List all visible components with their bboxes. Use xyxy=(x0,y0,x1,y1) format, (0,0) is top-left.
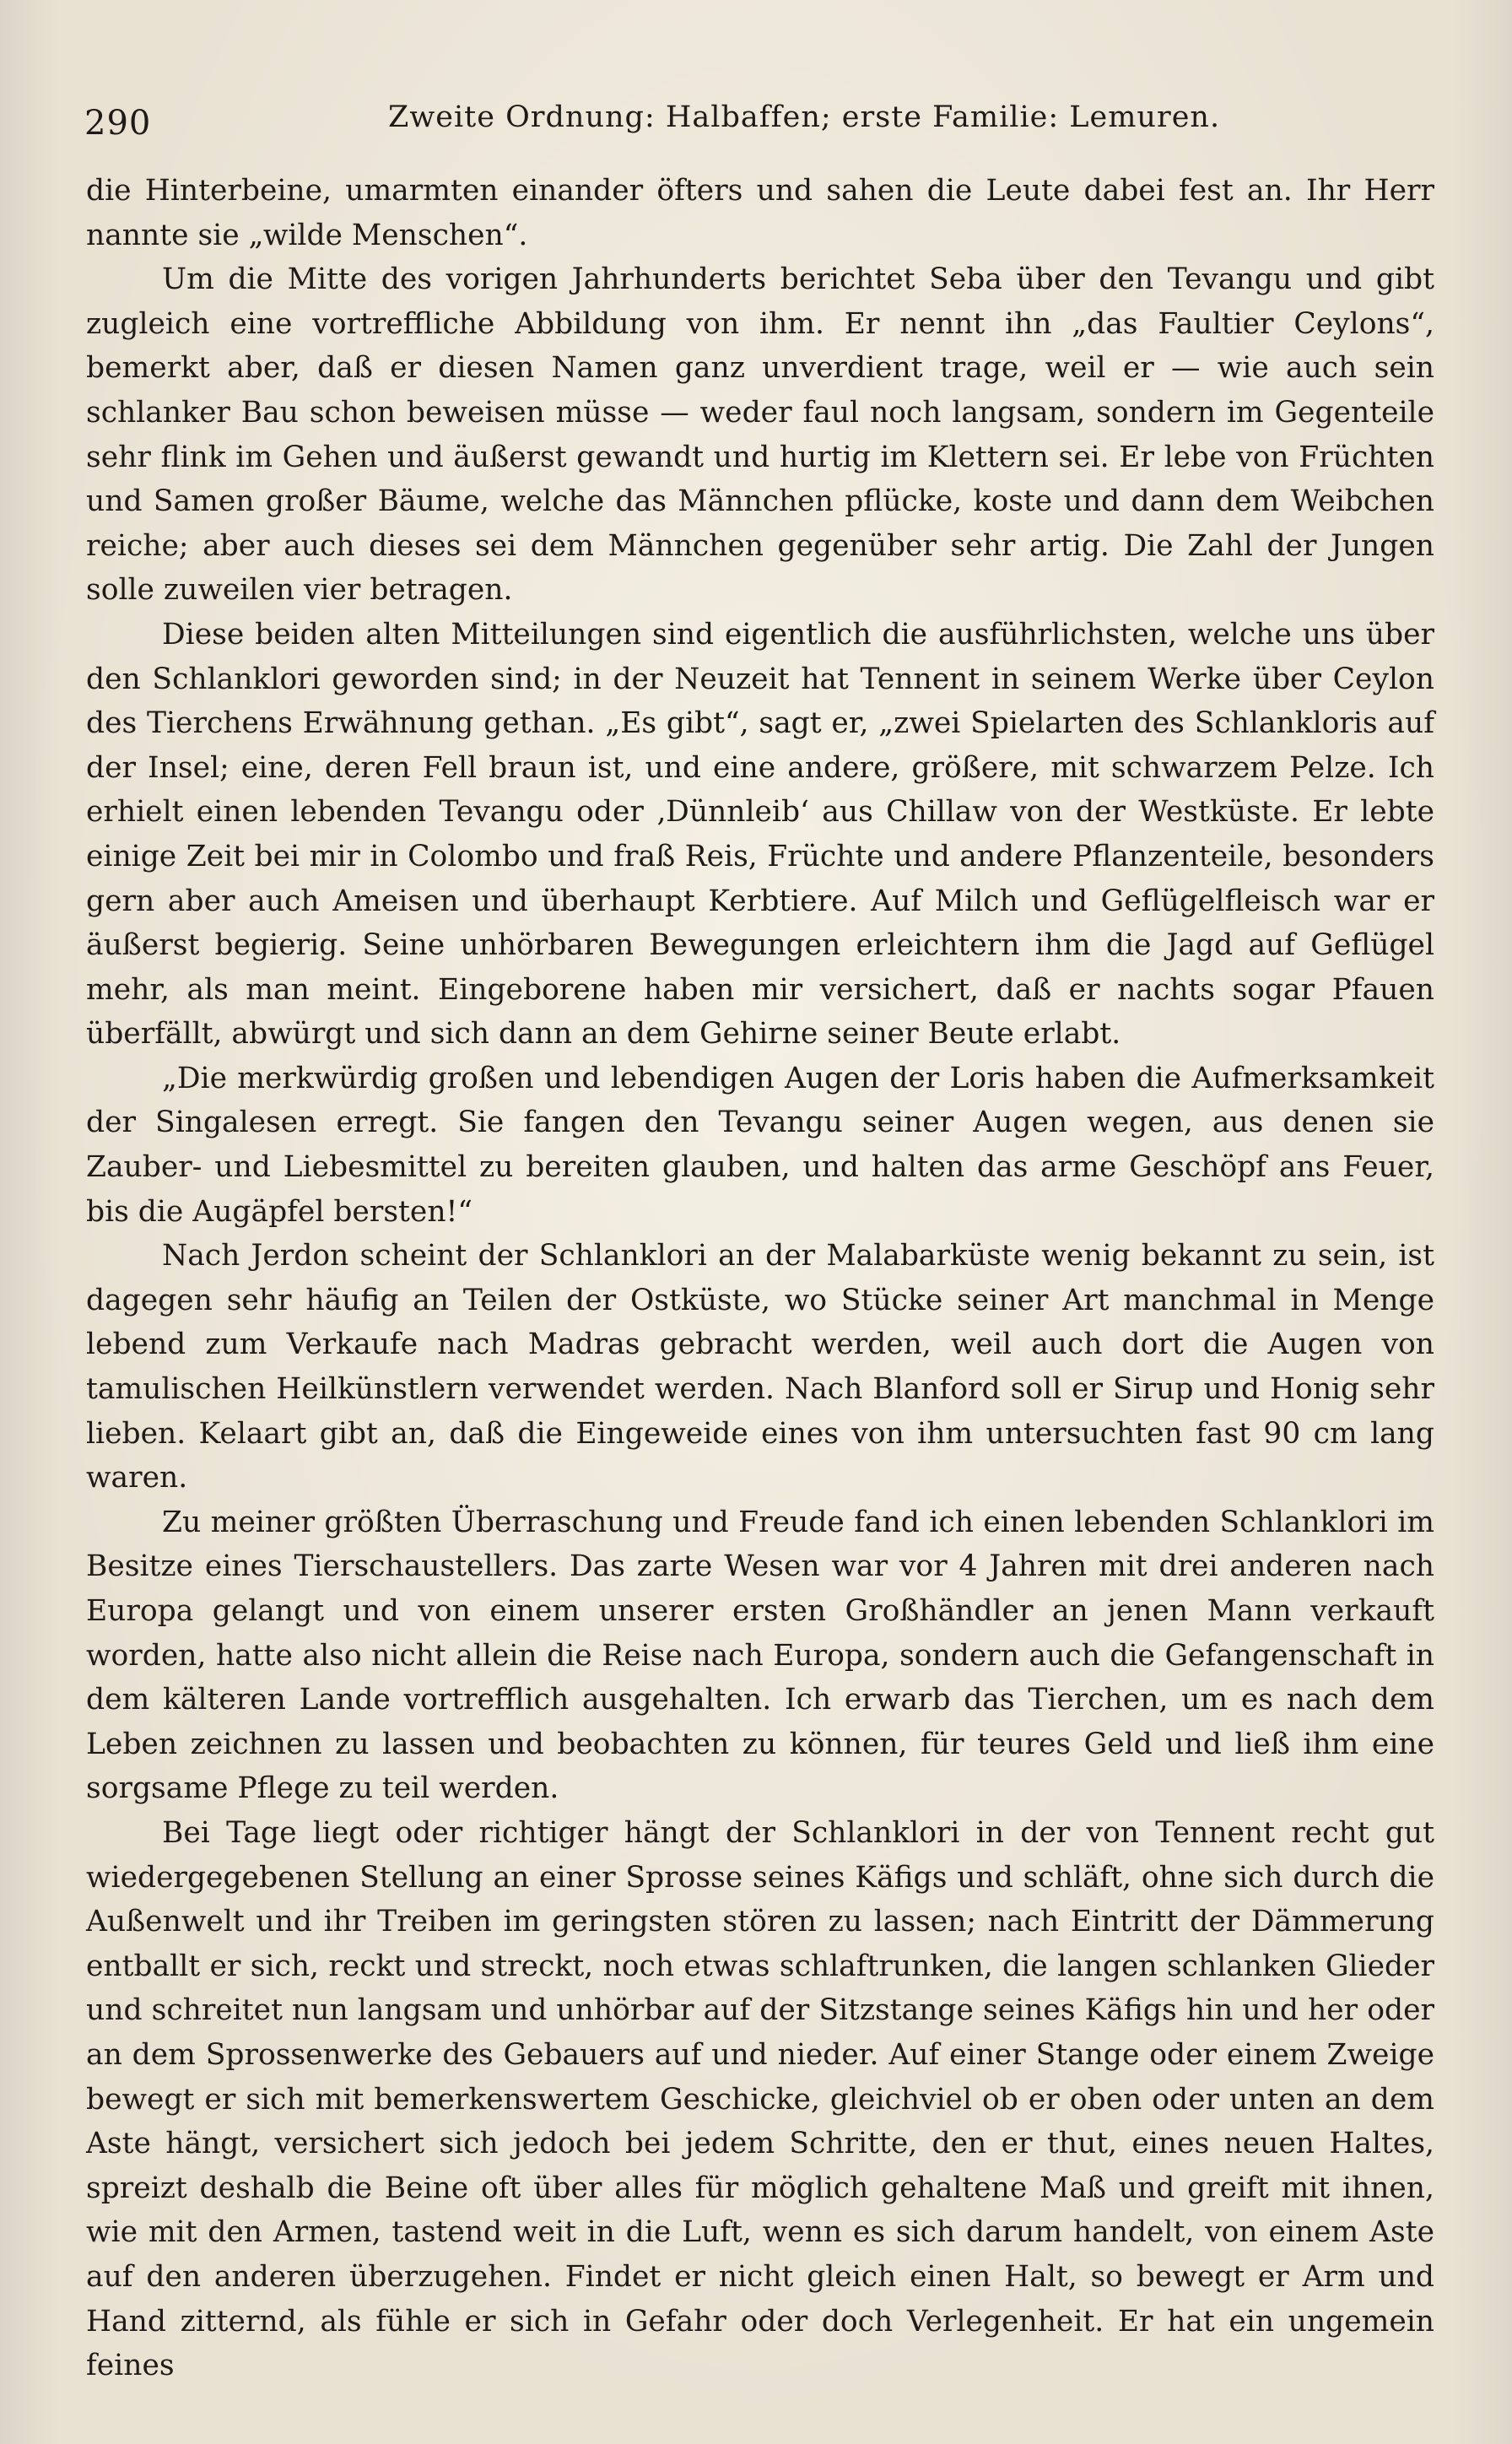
paragraph-5: Nach Jerdon scheint der Schlanklori an der Malabarküste wenig bekannt zu sein, ist dagegen sehr häufig an Teilen der Ostküste, wo Stücke seiner Art manchmal in Menge lebend zum Verkaufe nach Madras gebracht werden, weil auch dort die Augen von tamulischen Heilkünstlern verwendet werden. Nach Blanford soll er Sirup und Honig sehr lieben. Kelaart gibt an, daß die Eingeweide eines von ihm untersuchten fast 90 cm lang waren. xyxy=(86,1239,1434,1495)
paragraph-4: „Die merkwürdig großen und lebendigen Augen der Loris haben die Aufmerksamkeit der Singalesen erregt. Sie fangen den Tevangu seiner Augen wegen, aus denen sie Zauber- und Liebesmittel zu bereiten glauben, und halten das arme Geschöpf ans Feuer, bis die Augäpfel bersten!“ xyxy=(86,1061,1434,1229)
paragraph-7: Bei Tage liegt oder richtiger hängt der Schlanklori in der von Tennent recht gut wiedergegebenen Stellung an einer Sprosse seines Käfigs und schläft, ohne sich durch die Außenwelt und ihr Treiben im geringsten stören zu lassen; nach Eintritt der Dämmerung entballt er sich, reckt und streckt, noch etwas schlaftrunken, die langen schlanken Glieder und schreitet nun langsam und unhörbar auf der Sitzstange seines Käfigs hin und her oder an dem Sprossenwerke des Gebauers auf und nieder. Auf einer Stange oder einem Zweige bewegt er sich mit bemerkenswertem Geschicke, gleichviel ob er oben oder unten an dem Aste hängt, versichert sich jedoch bei jedem Schritte, den er thut, eines neuen Haltes, spreizt deshalb die Beine oft über alles für möglich gehaltene Maß und greift mit ihnen, wie mit den Armen, tastend weit in die Luft, wenn es sich darum handelt, von einem Aste auf den anderen überzugehen. Findet er nicht gleich einen Halt, so bewegt er Arm und Hand zitternd, als fühle er sich in Gefahr oder doch Verlegenheit. Er hat ein ungemein feines xyxy=(86,1815,1434,2383)
page-number: 290 xyxy=(84,104,152,143)
paragraph-6: Zu meiner größten Überraschung und Freude fand ich einen lebenden Schlanklori im Besitze eines Tierschaustellers. Das zarte Wesen war vor 4 Jahren mit drei anderen nach Europa gelangt und von einem unserer ersten Großhändler an jenen Mann verkauft worden, hatte also nicht allein die Reise nach Europa, sondern auch die Gefangenschaft in dem kälteren Lande vortrefflich ausgehalten. Ich erwarb das Tierchen, um es nach dem Leben zeichnen zu lassen und beobachten zu können, für teures Geld und ließ ihm eine sorgsame Pflege zu teil werden. xyxy=(86,1505,1434,1806)
body-text xyxy=(86,169,1434,2383)
page-header xyxy=(84,100,1434,150)
paragraph-2: Um die Mitte des vorigen Jahrhunderts berichtet Seba über den Tevangu und gibt zugleich eine vortreffliche Abbildung von ihm. Er nennt ihn „das Faultier Ceylons“, bemerkt aber, daß er diesen Namen ganz unverdient trage, weil er — wie auch sein schlanker Bau schon beweisen müsse — weder faul noch langsam, sondern im Gegenteile sehr flink im Gehen und äußerst gewandt und hurtig im Klettern sei. Er lebe von Früchten und Samen großer Bäume, welche das Männchen pflücke, koste und dann dem Weibchen reiche; aber auch dieses sei dem Männchen gegenüber sehr artig. Die Zahl der Jungen solle zuweilen vier betragen. xyxy=(86,262,1434,608)
paragraph-3: Diese beiden alten Mitteilungen sind eigentlich die ausführlichsten, welche uns über den Schlanklori geworden sind; in der Neuzeit hat Tennent in seinem Werke über Ceylon des Tierchens Erwähnung gethan. „Es gibt“, sagt er, „zwei Spielarten des Schlankloris auf der Insel; eine, deren Fell braun ist, und eine andere, größere, mit schwarzem Pelze. Ich erhielt einen lebenden Tevangu oder ‚Dünnleib‘ aus Chillaw von der Westküste. Er lebte einige Zeit bei mir in Colombo und fraß Reis, Früchte und andere Pflanzenteile, besonders gern aber auch Ameisen und überhaupt Kerbtiere. Auf Milch und Geflügelfleisch war er äußerst begierig. Seine unhörbaren Bewegungen erleichtern ihm die Jagd auf Geflügel mehr, als man meint. Eingeborene haben mir versichert, daß er nachts sogar Pfauen überfällt, abwürgt und sich dann an dem Gehirne seiner Beute erlabt. xyxy=(86,617,1434,1052)
running-title: Zweite Ordnung: Halbaffen; erste Familie: Lemuren. xyxy=(388,100,1221,134)
paragraph-1: die Hinterbeine, umarmten einander öfters und sahen die Leute dabei fest an. Ihr Herr nannte sie „wilde Menschen“. xyxy=(86,174,1434,252)
